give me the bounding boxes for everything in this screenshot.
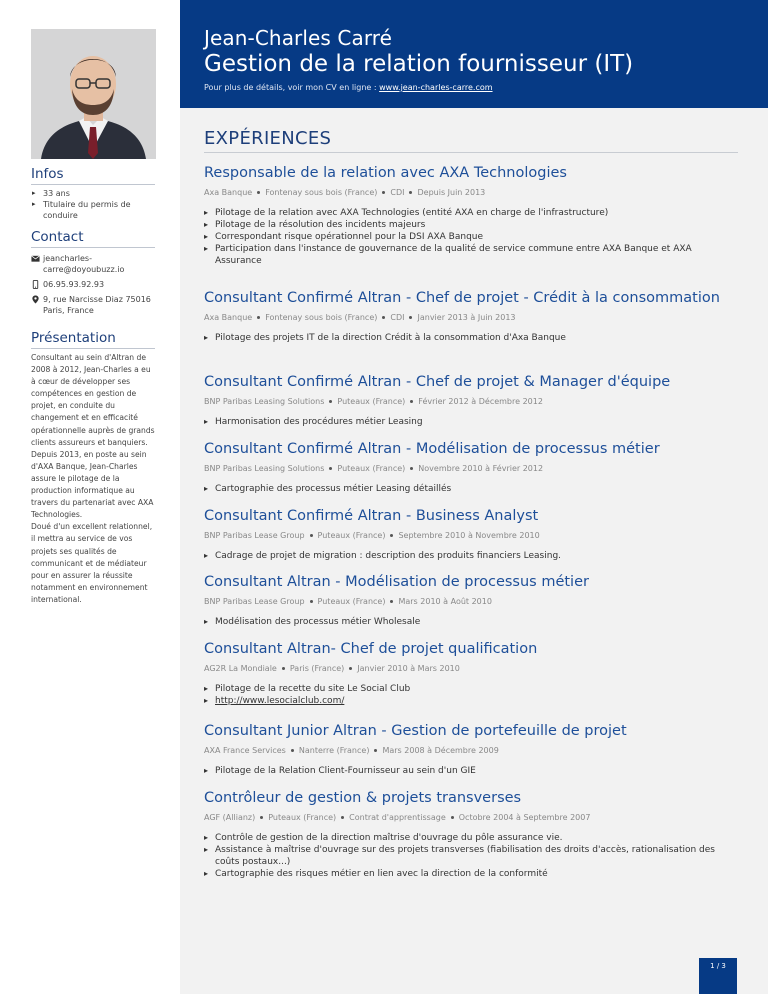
experience-tasks [204,616,738,628]
page-number-badge: 1 / 3 [699,958,737,994]
experience-task: ▸ Correspondant risque opérationnel pour la DSI AXA Banque [204,231,738,243]
experiences-heading: EXPÉRIENCES [204,128,738,153]
meta-separator-dot [349,667,352,670]
experience-meta [204,397,738,406]
experience-task: ▸ Participation dans l'instance de gouvernance de la qualité de service commune entre AXA Banque et AXA Assurance [204,243,738,267]
experience-meta-item: Depuis Juin 2013 [417,188,486,197]
cv-website-link[interactable]: www.jean-charles-carre.com [379,83,493,92]
experience-title: Consultant Junior Altran - Gestion de portefeuille de projet [204,723,627,739]
experience-meta-item: Janvier 2013 à Juin 2013 [417,313,516,322]
experience-meta-item: Mars 2008 à Décembre 2009 [382,746,499,755]
experience-item [204,723,738,777]
presentation-heading: Présentation [31,330,155,349]
experience-meta-item: Contrat d'apprentissage [349,813,446,822]
experience-link[interactable]: http://www.lesocialclub.com/ [215,696,345,706]
experience-meta-item: Paris (France) [289,664,345,673]
meta-separator-dot [329,400,332,403]
experience-meta-item: Septembre 2010 à Novembre 2010 [398,531,540,540]
experience-meta-item: BNP Paribas Lease Group [204,531,305,540]
experience-task: ▸ Contrôle de gestion de la direction maîtrise d'ouvrage du pôle assurance vie. [204,832,738,844]
experience-meta [204,597,738,606]
meta-separator-dot [451,816,454,819]
infos-list [31,188,155,221]
experience-meta [204,664,738,673]
presentation-text: Consultant au sein d'Altran de 2008 à 2012, Jean-Charles a eu à cœur de développer ses compétences en gestion de projet, en conduite du changement et en efficacité opérationnelle auprès de grands clients assureurs et banquiers. Depuis 2013, en poste au sein d'AXA Banque, Jean-Charles assure le pilotage de la production informatique au travers du partenariat avec AXA Technologies. Doué d'un excellent relationnel, il mettra au service de vos projets ses qualités de communicant et de médiateur pour en assurer la réussite notamment en environnement international. [31,353,155,604]
experience-meta [204,313,738,322]
experience-task: ▸ Cartographie des processus métier Leasing détaillés [204,483,738,495]
experience-meta-item: CDI [390,313,405,322]
experience-meta-item: Fontenay sous bois (France) [265,313,378,322]
experience-title: Consultant Altran - Modélisation de processus métier [204,574,589,590]
cv-job-title: Gestion de la relation fournisseur (IT) [204,51,634,77]
experience-meta-item: AG2R La Mondiale [204,664,277,673]
experience-item [204,574,738,628]
experience-title: Contrôleur de gestion & projets transverses [204,790,522,806]
experience-meta-item: Puteaux (France) [337,464,406,473]
experience-tasks [204,207,738,267]
sidebar [0,0,180,994]
experience-meta-item: BNP Paribas Leasing Solutions [204,397,325,406]
meta-separator-dot [410,400,413,403]
experience-meta-item: Mars 2010 à Août 2010 [398,597,492,606]
meta-separator-dot [282,667,285,670]
contact-address-text: 9, rue Narcisse Diaz 75016 Paris, France [43,295,151,315]
experience-meta-item: BNP Paribas Leasing Solutions [204,464,325,473]
infos-item-age: ▸ 33 ans [31,188,155,199]
experience-item [204,165,738,267]
contact-phone[interactable] [31,279,155,290]
cv-header [180,0,768,108]
experience-tasks [204,416,738,428]
cv-online-line [204,83,493,92]
experience-task: ▸ Pilotage de la recette du site Le Social Club [204,683,738,695]
experience-item [204,441,738,495]
experience-task: ▸ Pilotage des projets IT de la direction Crédit à la consommation d'Axa Banque [204,332,738,344]
map-marker-icon [31,295,40,304]
experience-task: ▸ Pilotage de la relation avec AXA Technologies (entité AXA en charge de l'infrastructure) [204,207,738,219]
meta-separator-dot [341,816,344,819]
meta-separator-dot [260,816,263,819]
experience-meta [204,464,738,473]
experience-tasks [204,550,738,562]
meta-separator-dot [257,316,260,319]
meta-separator-dot [310,600,313,603]
experience-meta [204,531,738,540]
experience-meta-item: Puteaux (France) [317,597,386,606]
experience-item [204,790,738,880]
contact-address [31,294,155,316]
experience-meta-item: AGF (Allianz) [204,813,256,822]
experience-meta-item: Puteaux (France) [337,397,406,406]
experience-task: ▸ Cartographie des risques métier en lien avec la direction de la conformité [204,868,738,880]
meta-separator-dot [291,749,294,752]
experience-item [204,641,738,707]
experience-tasks [204,332,738,344]
experience-meta-item: Axa Banque [204,313,253,322]
experience-meta [204,188,738,197]
experience-task: ▸ Cadrage de projet de migration : description des produits financiers Leasing. [204,550,738,562]
experience-title: Consultant Altran- Chef de projet qualification [204,641,538,657]
meta-separator-dot [382,316,385,319]
experience-task: ▸ Pilotage de la Relation Client-Fournisseur au sein d'un GIE [204,765,738,777]
experience-meta-item: Fontenay sous bois (France) [265,188,378,197]
experience-meta-item: Puteaux (France) [317,531,386,540]
experience-task [204,695,738,707]
contact-email-text: jeancharles-carre@doyoubuzz.io [43,254,125,274]
envelope-icon [31,254,40,263]
experience-meta-item: Octobre 2004 à Septembre 2007 [458,813,591,822]
contact-phone-text: 06.95.93.92.93 [43,280,105,289]
infos-heading: Infos [31,166,155,185]
experience-item [204,508,738,562]
experience-tasks [204,483,738,495]
meta-separator-dot [257,191,260,194]
meta-separator-dot [390,600,393,603]
meta-separator-dot [409,316,412,319]
experience-task: ▸ Modélisation des processus métier Wholesale [204,616,738,628]
meta-separator-dot [409,191,412,194]
experience-title: Consultant Confirmé Altran - Modélisation de processus métier [204,441,660,457]
person-name: Jean-Charles Carré [204,26,393,50]
experience-title: Responsable de la relation avec AXA Technologies [204,165,567,181]
experience-task: ▸ Assistance à maîtrise d'ouvrage sur des projets transverses (fiabilisation des droits d'accès, rationalisation des coûts postaux...) [204,844,738,868]
experience-title: Consultant Confirmé Altran - Chef de projet & Manager d'équipe [204,374,671,390]
experience-meta-item: Axa Banque [204,188,253,197]
experience-meta-item: Février 2012 à Décembre 2012 [418,397,543,406]
experience-meta-item: Novembre 2010 à Février 2012 [418,464,544,473]
experience-item [204,374,738,428]
contact-email[interactable] [31,253,155,275]
meta-separator-dot [374,749,377,752]
meta-separator-dot [390,534,393,537]
contact-heading: Contact [31,229,155,248]
cv-online-label: Pour plus de détails, voir mon CV en ligne : [204,83,380,92]
meta-separator-dot [382,191,385,194]
meta-separator-dot [310,534,313,537]
experience-meta-item: Puteaux (France) [268,813,337,822]
experience-title: Consultant Confirmé Altran - Chef de projet - Crédit à la consommation [204,290,720,306]
profile-photo-image [31,29,156,159]
infos-item-license: ▸ Titulaire du permis de conduire [31,199,155,221]
experience-tasks [204,683,738,707]
experience-meta [204,746,738,755]
experience-meta [204,813,738,822]
experience-meta-item: AXA France Services [204,746,286,755]
experience-meta-item: Nanterre (France) [298,746,370,755]
meta-separator-dot [410,467,413,470]
phone-icon [31,280,40,289]
meta-separator-dot [329,467,332,470]
experience-tasks [204,765,738,777]
experience-meta-item: Janvier 2010 à Mars 2010 [357,664,460,673]
experience-tasks [204,832,738,880]
experience-task: ▸ Pilotage de la résolution des incidents majeurs [204,219,738,231]
experience-meta-item: BNP Paribas Lease Group [204,597,305,606]
experience-title: Consultant Confirmé Altran - Business Analyst [204,508,539,524]
experience-item [204,290,738,344]
experience-task: ▸ Harmonisation des procédures métier Leasing [204,416,738,428]
profile-photo [31,29,156,159]
experience-meta-item: CDI [390,188,405,197]
